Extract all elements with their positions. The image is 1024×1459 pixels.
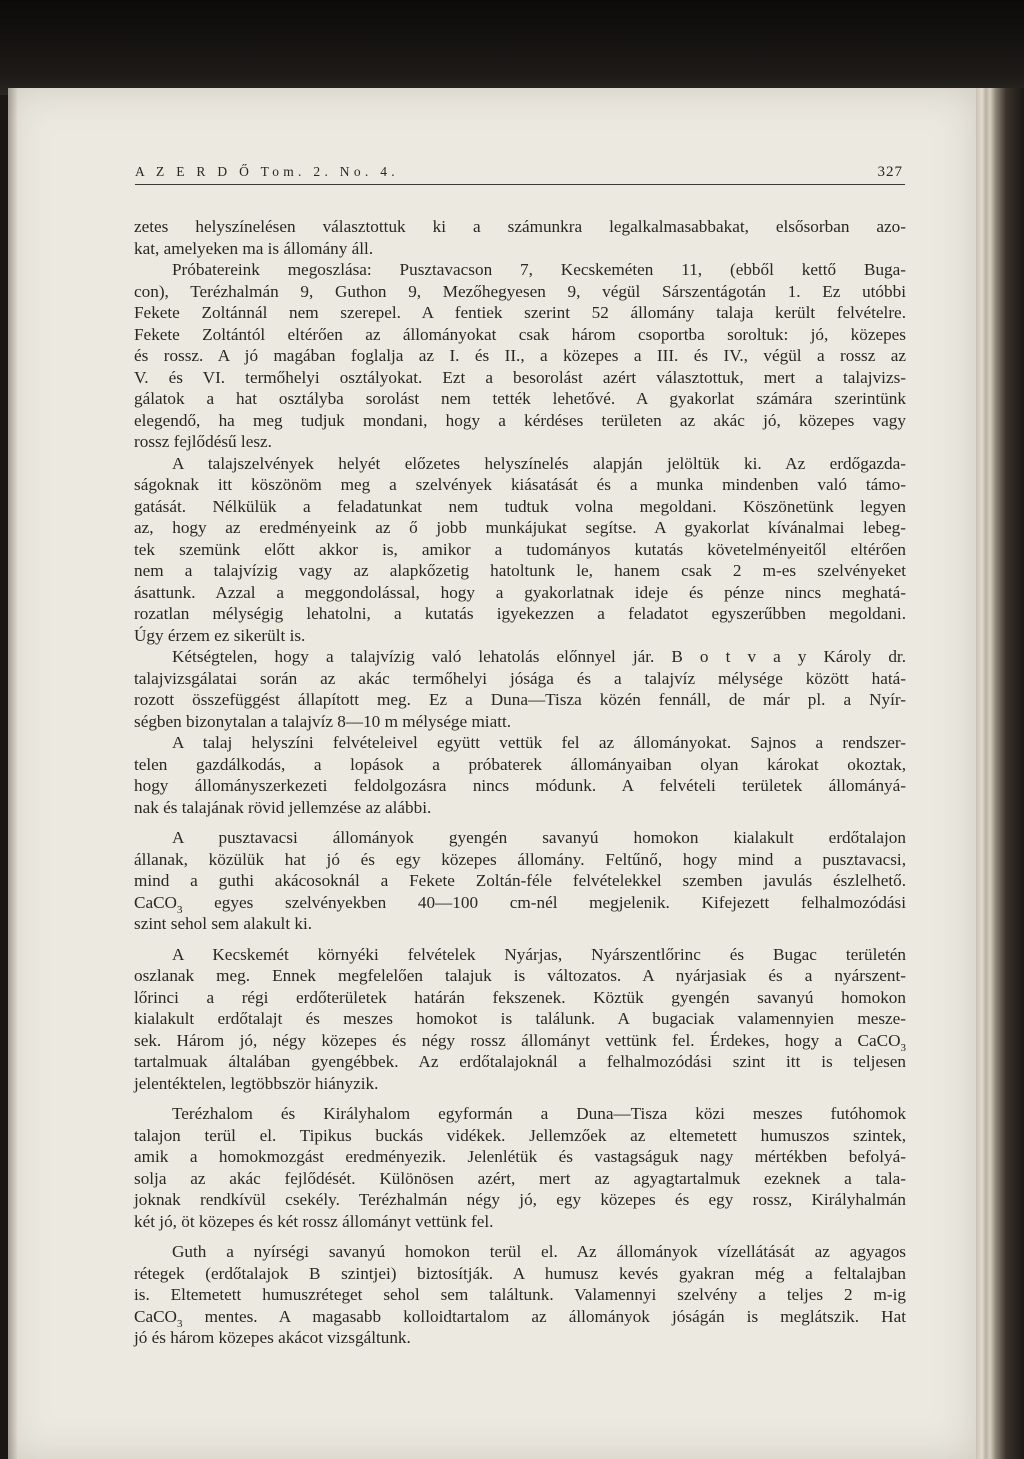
paragraph [134, 1103, 906, 1232]
text-line: ségben bizonytalan a talajvíz 8—10 m mélysége miatt. [134, 711, 512, 731]
text-line: gálatok a hat osztályba sorolást nem tették lehetővé. A gyakorlat számára szerintünk [134, 389, 906, 408]
text-line: nem a talajvízig vagy az alapkőzetig hatoltunk le, hanem csak 2 m-es szelvényeket [134, 561, 906, 580]
paragraph-gap [134, 818, 906, 827]
text-line: kialakult erdőtalajt és meszes homokot is találunk. A bugaciak valamennyien mesze- [134, 1009, 906, 1028]
page-number: 327 [877, 164, 903, 180]
formula-subscript: 3 [176, 1317, 183, 1330]
text-line: ásattunk. Azzal a meggondolással, hogy a gyakorlatnak ideje és pénze nincs meghatá- [134, 582, 906, 602]
text-line: rozatlan mélységig lehatolni, a kutatás igyekezzen a feladatot egyszerűbben megoldani. [134, 604, 906, 623]
paragraph [134, 1241, 906, 1349]
text-line: Fekete Zoltántól eltérően az állományokat csak három csoportba soroltuk: jó, közepes [134, 324, 906, 344]
text-line: állanak, közülük hat jó és egy közepes állomány. Feltűnő, hogy mind a pusztavacsi, [134, 849, 906, 869]
text-line: A Kecskemét környéki felvételek Nyárjas, Nyárszentlőrinc és Bugac területén [172, 944, 906, 964]
text-line: A talaj helyszíni felvételeivel együtt vettük fel az állományokat. Sajnos a rendszer- [172, 733, 906, 752]
paragraph-gap [134, 1094, 906, 1103]
text-line: Fekete Zoltánnál nem szerepel. A fentiek szerint 52 állomány talaja került felvételre. [134, 303, 906, 322]
chemical-formula: CaCO$_3$ [134, 892, 183, 916]
chemical-formula: CaCO$_3$ [857, 1030, 906, 1054]
text-line: elegendő, ha meg tudjuk mondani, hogy a kérdéses területen az akác jó, közepes vagy [134, 410, 906, 430]
text-line: jó és három közepes akácot vizsgáltunk. [134, 1328, 411, 1347]
text-line: nak és talajának rövid jellemzése az alábbi. [134, 797, 432, 817]
text-line: talajon terül el. Tipikus buckás vidékek. Jellemzőek az eltemetett humuszos szintek, [134, 1125, 906, 1145]
text-line: és rossz. A jó magában foglalja az I. és II., a közepes a III. és IV., végül a rossz az [134, 346, 906, 365]
text-line: Úgy érzem ez sikerült is. [134, 625, 306, 645]
page-stack-edge [976, 88, 1024, 1459]
formula-subscript: 3 [900, 1041, 906, 1054]
text-line: amik a homokmozgást eredményezik. Jelenlétük és vastagságuk nagy mértékben befolyá- [134, 1147, 906, 1166]
paragraph-gap [134, 1232, 906, 1241]
paragraph-gap [134, 935, 906, 944]
text-line: joknak rendkívül csekély. Terézhalmán négy jó, egy közepes és egy rossz, Királyhalmán [134, 1190, 906, 1209]
paragraph [134, 259, 906, 453]
formula-subscript: 3 [176, 903, 183, 916]
text-line: mind a guthi akácosoknál a Fekete Zoltán-féle felvételekkel szemben javulás észlelhető. [134, 871, 906, 890]
text-line: Guth a nyírségi savanyú homokon terül el. Az állományok vízellátását az agyagos [172, 1242, 906, 1261]
text-line: telen gazdálkodás, a lopások a próbaterek állományaiban olyan károkat okoztak, [134, 754, 906, 774]
text-line: lőrinci a régi erdőterületek határán fekszenek. Köztük gyengén savanyú homokon [134, 987, 906, 1007]
paragraph [134, 646, 906, 732]
text-line: sek. Három jó, négy közepes és négy rossz állományt vettünk fel. Érdekes, hogy a CaCO$_3$ [134, 1030, 906, 1054]
text-line: kat, amelyeken ma is állomány áll. [134, 238, 374, 258]
binding-shadow [8, 88, 18, 1459]
journal-title: A Z E R D Ő Tom. 2. No. 4. [135, 164, 399, 179]
text-line: CaCO$_3$ egyes szelvényekben 40—100 cm-nél megjelenik. Kifejezett felhalmozódási [134, 892, 906, 916]
text-line: hogy állományszerkezeti feldolgozásra nincs módunk. A felvételi területek állományá- [134, 776, 906, 795]
text-line: szint sehol sem alakult ki. [134, 914, 313, 933]
scan-top-edge [0, 0, 1024, 95]
text-line: Próbatereink megoszlása: Pusztavacson 7, Kecskeméten 11, (ebből kettő Buga- [172, 260, 906, 279]
text-line: talajvizsgálatai során az akác termőhelyi jósága és a talajvíz mélysége között hatá- [134, 668, 906, 688]
text-line: két jó, öt közepes és két rossz állományt vettünk fel. [134, 1211, 494, 1231]
paragraph [134, 732, 906, 818]
text-line: oszlanak meg. Ennek megfelelően talajuk is változatos. A nyárjasiak és a nyárszent- [134, 966, 906, 985]
text-line: ságoknak itt köszönöm meg a szelvények kiásatását és a munka mindenben való támo- [134, 475, 906, 494]
text-line: Kétségtelen, hogy a talajvízig való lehatolás előnnyel jár. B o t v a y Károly dr. [172, 647, 906, 666]
text-line: Terézhalom és Királyhalom egyformán a Duna—Tisza közi meszes futóhomok [172, 1104, 906, 1123]
text-line: solja az akác fejlődését. Különösen azért, mert az agyagtartalmuk ezeknek a tala- [134, 1168, 906, 1188]
running-header [135, 160, 905, 185]
text-line: tartalmuak általában gyengébbek. Az erdőtalajoknál a felhalmozódási szint itt is teljesen [134, 1052, 906, 1071]
paragraph [134, 944, 906, 1095]
text-line: gatását. Nélkülük a feladatunkat nem tudtuk volna megoldani. Köszönetünk legyen [134, 496, 906, 516]
text-line: A pusztavacsi állományok gyengén savanyú homokon kialakult erdőtalajon [172, 828, 906, 847]
text-line: is. Eltemetett humuszréteget sehol sem találtunk. Valamennyi szelvény a teljes 2 m-ig [134, 1285, 906, 1304]
text-line: rozott összefüggést állapított meg. Ez a Duna—Tisza közén fennáll, de már pl. a Nyír- [134, 690, 906, 709]
text-line: rossz fejlődésű lesz. [134, 432, 272, 451]
text-line: az, hogy az eredményeink az ő jobb munkájukat segítse. A gyakorlat kívánalmai lebeg- [134, 518, 906, 537]
text-line: V. és VI. termőhelyi osztályokat. Ezt a besorolást azért választottuk, mert a talajvizs- [134, 367, 906, 387]
text-line: CaCO$_3$ mentes. A magasabb kolloidtartalom az állományok jóságán is meglátszik. Hat [134, 1306, 906, 1330]
chemical-formula: CaCO$_3$ [134, 1306, 183, 1330]
text-line: tek szemünk előtt akkor is, amikor a tudományos kutatás követelményeitől eltérően [134, 539, 906, 559]
article-body [134, 216, 906, 1349]
paragraph [134, 453, 906, 647]
text-line: con), Terézhalmán 9, Guthon 9, Mezőhegyesen 9, végül Sárszentágotán 1. Ez utóbbi [134, 281, 906, 301]
paragraph [134, 216, 906, 259]
text-line: jelentéktelen, legtöbbször hiányzik. [134, 1073, 379, 1093]
text-line: A talajszelvények helyét előzetes helyszínelés alapján jelöltük ki. Az erdőgazda- [172, 453, 906, 473]
text-line: rétegek (erdőtalajok B szintjei) biztosítják. A humusz kevés gyakran még a feltalajban [134, 1263, 906, 1283]
paragraph [134, 827, 906, 935]
text-line: zetes helyszínelésen választottuk ki a számunkra legalkalmasabbakat, elsősorban azo- [134, 217, 906, 236]
